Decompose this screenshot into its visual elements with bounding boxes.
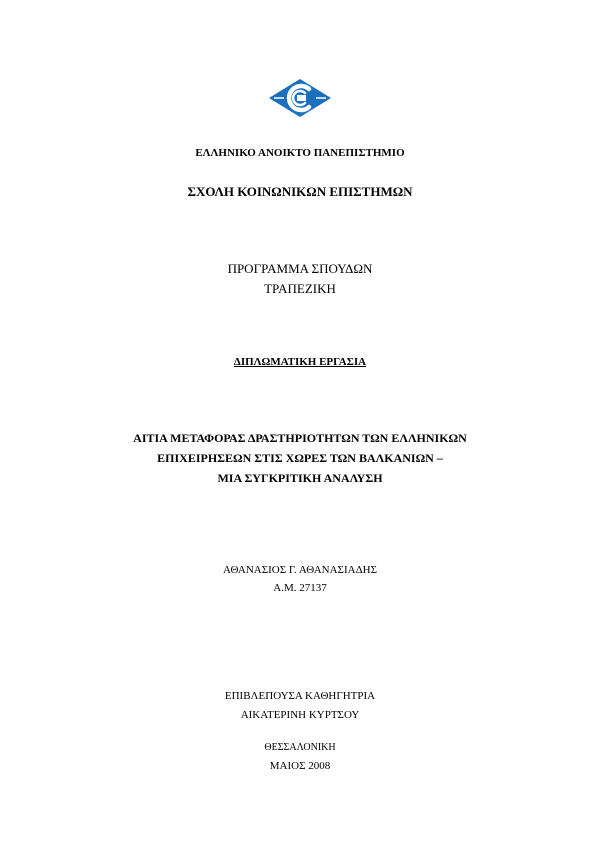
university-emblem-icon bbox=[268, 78, 332, 118]
school-name: ΣΧΟΛΗ ΚΟΙΝΩΝΙΚΩΝ ΕΠΙΣΤΗΜΩΝ bbox=[187, 184, 413, 199]
thesis-type: ΔΙΠΛΩΜΑΤΙΚΗ ΕΡΓΑΣΙΑ bbox=[233, 356, 367, 368]
supervisor-name: ΑΙΚΑΤΕΡΙΝΗ ΚΥΡΤΣΟΥ bbox=[240, 709, 360, 721]
city: ΘΕΣΣΑΛΟΝΙΚΗ bbox=[264, 742, 336, 753]
thesis-title-line-3: ΜΙΑ ΣΥΓΚΡΙΤΙΚΗ ΑΝΑΛΥΣΗ bbox=[217, 471, 383, 485]
author-name: ΑΘΑΝΑΣΙΟΣ Γ. ΑΘΑΝΑΣΙΑΔΗΣ bbox=[222, 564, 377, 576]
submission-date: ΜΑΙΟΣ 2008 bbox=[269, 760, 331, 772]
program-name: ΤΡΑΠΕΖΙΚΗ bbox=[264, 281, 336, 296]
author-registration-number: Α.Μ. 27137 bbox=[273, 582, 327, 594]
thesis-title-line-1: ΑΙΤΙΑ ΜΕΤΑΦΟΡΑΣ ΔΡΑΣΤΗΡΙΟΤΗΤΩΝ ΤΩΝ ΕΛΛΗΝΙΚΩΝ bbox=[133, 431, 467, 445]
thesis-title-line-2: ΕΠΙΧΕΙΡΗΣΕΩΝ ΣΤΙΣ ΧΩΡΕΣ ΤΩΝ ΒΑΛΚΑΝΙΩΝ – bbox=[157, 451, 443, 465]
university-name: ΕΛΛΗΝΙΚΟ ΑΝΟΙΚΤΟ ΠΑΝΕΠΙΣΤΗΜΙΟ bbox=[195, 147, 405, 159]
supervisor-label: ΕΠΙΒΛΕΠΟΥΣΑ ΚΑΘΗΓΗΤΡΙΑ bbox=[224, 690, 376, 702]
program-label: ΠΡΟΓΡΑΜΜΑ ΣΠΟΥΔΩΝ bbox=[227, 261, 373, 276]
